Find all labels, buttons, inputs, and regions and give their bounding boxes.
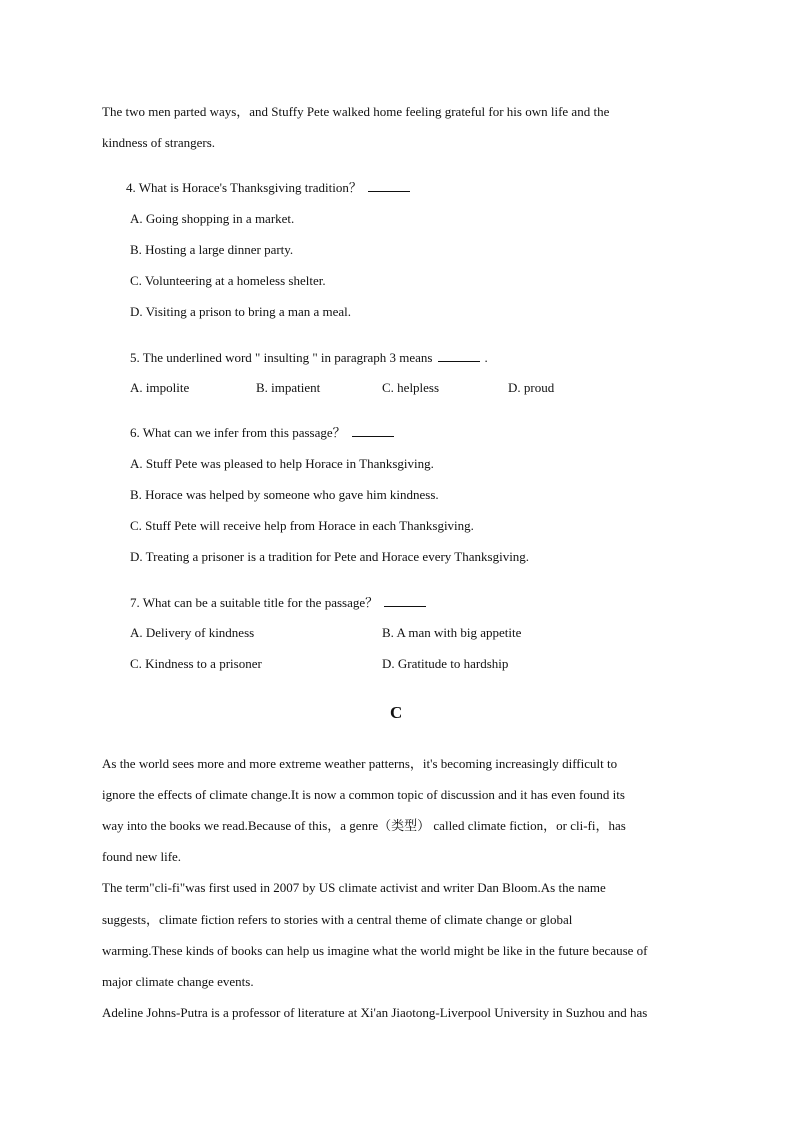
question-4-text: 4. What is Horace's Thanksgiving tradition？ <box>126 180 362 195</box>
passage-line: ignore the effects of climate change.It is now a common topic of discussion and it has even found its <box>102 787 625 802</box>
question-5-option-c: C. helpless <box>382 380 440 395</box>
question-6-option-b: B. Horace was helped by someone who gave him kindness. <box>130 487 439 502</box>
question-7-stem <box>130 594 426 611</box>
passage-line: way into the books we read.Because of this，a genre（类型） called climate fiction，or cli-fi，has <box>102 818 626 833</box>
question-5-text: 5. The underlined word " insulting " in paragraph 3 means <box>130 350 433 365</box>
answer-blank <box>352 424 394 437</box>
question-4-option-a: A. Going shopping in a market. <box>130 211 295 226</box>
intro-line-2: kindness of strangers. <box>102 135 216 150</box>
question-4-option-b: B. Hosting a large dinner party. <box>130 242 294 257</box>
question-5-stem <box>130 349 488 366</box>
answer-blank <box>438 349 480 362</box>
passage-line: major climate change events. <box>102 974 254 989</box>
section-c-heading: C <box>390 703 403 722</box>
question-5-option-a: A. impolite <box>130 380 190 395</box>
answer-blank <box>368 179 410 192</box>
passage-line: The term"cli-fi"was first used in 2007 by US climate activist and writer Dan Bloom.As the name <box>102 880 606 895</box>
question-7-option-a: A. Delivery of kindness <box>130 625 255 640</box>
question-7-text: 7. What can be a suitable title for the passage？ <box>130 595 379 610</box>
question-4-option-c: C. Volunteering at a homeless shelter. <box>130 273 326 288</box>
question-5-option-b: B. impatient <box>256 380 321 395</box>
question-5-period: . <box>484 350 488 365</box>
question-6-option-a: A. Stuff Pete was pleased to help Horace in Thanksgiving. <box>130 456 434 471</box>
question-5-option-d: D. proud <box>508 380 555 395</box>
question-4-stem <box>126 179 410 196</box>
question-7-option-c: C. Kindness to a prisoner <box>130 656 262 671</box>
passage-line: suggests，climate fiction refers to stories with a central theme of climate change or global <box>102 912 573 927</box>
question-6-text: 6. What can we infer from this passage？ <box>130 425 346 440</box>
question-6-option-d: D. Treating a prisoner is a tradition for Pete and Horace every Thanksgiving. <box>130 549 530 564</box>
passage-line: warming.These kinds of books can help us imagine what the world might be like in the future because of <box>102 943 648 958</box>
question-4-option-d: D. Visiting a prison to bring a man a meal. <box>130 304 352 319</box>
question-6-stem <box>130 424 394 441</box>
passage-line: found new life. <box>102 849 182 864</box>
answer-blank <box>384 594 426 607</box>
question-6-option-c: C. Stuff Pete will receive help from Horace in each Thanksgiving. <box>130 518 474 533</box>
question-7-option-d: D. Gratitude to hardship <box>382 656 509 671</box>
passage-line: Adeline Johns-Putra is a professor of literature at Xi'an Jiaotong-Liverpool University in Suzhou and has <box>102 1005 648 1020</box>
passage-line: As the world sees more and more extreme weather patterns，it's becoming increasingly difficult to <box>102 756 618 771</box>
intro-line-1: The two men parted ways，and Stuffy Pete walked home feeling grateful for his own life and the <box>102 104 610 119</box>
question-7-option-b: B. A man with big appetite <box>382 625 522 640</box>
